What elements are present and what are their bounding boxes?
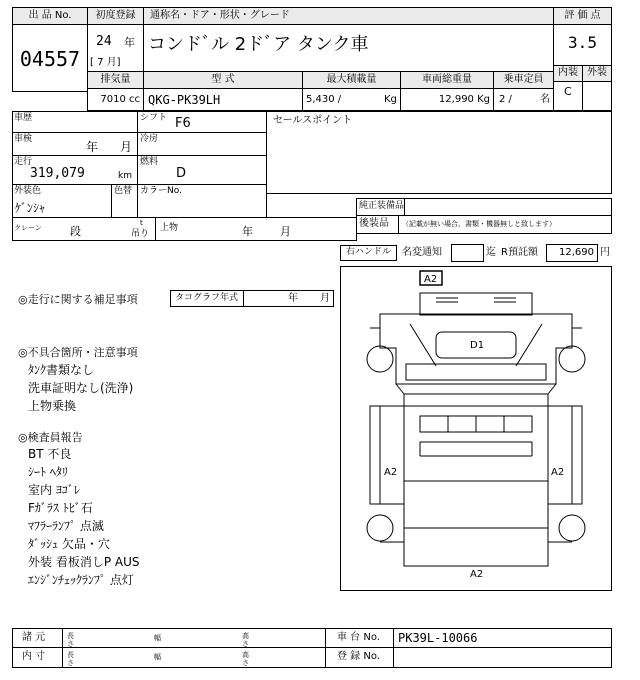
lot-number: 04557 (19, 47, 81, 71)
crane-ton: t (140, 219, 143, 227)
inspector-item: 室内 ﾖｺﾞﾚ (28, 483, 80, 497)
exterior-color-label: 外装色 (14, 186, 42, 196)
tank-body (380, 384, 572, 566)
mileage-value: 319,079 (30, 166, 85, 181)
interior-grade: C (564, 85, 572, 98)
tachograph-divider (243, 290, 244, 307)
r-deposit-unit: 円 (600, 247, 610, 258)
dimensions-label: 諸 元 (22, 632, 46, 643)
r-deposit-prefix: 迄 (486, 247, 496, 258)
footer-col-3 (393, 628, 394, 668)
inspector-item: ｼｰﾄ ﾍﾀﾘ (28, 465, 68, 479)
supplement-title: ◎走行に関する補足事項 (18, 293, 138, 306)
front-left-wheel (367, 346, 393, 372)
defect-item: 洗車証明なし(洗浄) (28, 381, 134, 395)
crane-label: クレーン (14, 224, 42, 232)
defect-item: ﾀﾝｸ書類なし (28, 363, 95, 377)
cooling-label: 冷房 (140, 134, 159, 144)
inspector-item: ﾏﾌﾗｰﾗﾝﾌﾟ 点滅 (28, 519, 104, 533)
gross-weight-label: 車両総重量 (422, 74, 472, 85)
inspector-item: Fｶﾞﾗｽ ﾄﾋﾞ石 (28, 501, 93, 515)
exterior-grade-cell (582, 81, 612, 111)
dim-length-label: 長さ (67, 632, 74, 648)
crane-hang: 吊り (131, 229, 150, 239)
inner-length-label: 長さ (67, 651, 74, 667)
tachograph-month: 月 (320, 293, 330, 304)
dim-height-label: 高さ (242, 632, 249, 648)
first-reg-month: [ 7 月] (90, 57, 121, 68)
capacity-unit: 名 (540, 94, 550, 105)
score-label: 評 価 点 (564, 10, 601, 21)
inspection-month-unit: 月 (120, 140, 133, 154)
damage-mark-front: A2 (424, 274, 438, 285)
aftermarket-divider (398, 215, 399, 234)
truck-diagram (340, 266, 612, 591)
crane-stage: 段 (70, 225, 81, 238)
inspection-year-unit: 年 (86, 140, 99, 154)
damage-mark-left: A2 (384, 467, 398, 478)
standard-equipment-label: 純正装備品 (359, 201, 405, 211)
inspector-title: ◎検査員報告 (18, 431, 83, 444)
displacement-label: 排気量 (100, 74, 131, 85)
history-label: 車歴 (14, 113, 33, 123)
model-label: 通称名・ドア・形状・グレード (150, 10, 290, 21)
gross-weight-value: 12,990 Kg (438, 94, 490, 105)
first-reg-year-unit: 年 (124, 36, 135, 49)
max-load-unit: Kg (384, 94, 397, 105)
lot-label: 出 品 No. (28, 10, 72, 21)
first-reg-year: 24 (96, 34, 112, 49)
footer-col-2 (325, 628, 326, 668)
chassis-label: 車 台 No. (337, 632, 380, 643)
inner-width-label: 幅 (154, 653, 161, 661)
tachograph-year: 年 (288, 293, 298, 304)
max-load-value: 5,430 / (306, 94, 342, 105)
footer-col-1 (62, 628, 63, 668)
displacement-value: 7010 cc (100, 94, 140, 105)
exterior-label: 外装 (587, 67, 607, 78)
vehicle-name: コンドﾞル 2ドﾞア タンク車 (148, 34, 369, 55)
sales-point-label: セールスポイント (273, 115, 353, 126)
inspector-item: BT 不良 (28, 447, 72, 461)
name-change-box (451, 244, 484, 262)
damage-mark-rear: A2 (470, 569, 484, 580)
first-reg-label: 初度登録 (95, 10, 136, 21)
type-label: 型 式 (211, 74, 235, 85)
damage-mark-windshield: D1 (470, 340, 485, 351)
color-change-label: 色替 (114, 186, 133, 196)
footer-table (12, 628, 612, 668)
name-change-label: 名変通知 (402, 247, 442, 258)
color-code-label: カラーNo. (140, 186, 182, 196)
aftermarket-note: （記載が無い場合、書類・機器無しと致します） (402, 220, 556, 228)
upper-year: 年 (242, 225, 253, 238)
inspector-item: 外装 看板消しP AUS (28, 555, 140, 569)
tachograph-label: タコグラフ年式 (175, 293, 239, 303)
fuel-value: D (176, 166, 187, 181)
shift-label: シフト (140, 113, 168, 123)
front-right-wheel (559, 346, 585, 372)
r-deposit-value: 12,690 (559, 247, 594, 258)
interior-label: 内装 (558, 67, 578, 78)
score-value: 3.5 (568, 33, 597, 52)
type-value: QKG-PK39LH (148, 93, 221, 107)
steering-value: 右ハンドル (345, 247, 391, 257)
upper-month: 月 (280, 225, 291, 238)
reg-label: 登 録 No. (337, 651, 380, 662)
fuel-label: 燃料 (140, 157, 159, 167)
aftermarket-label: 後装品 (359, 218, 389, 229)
dim-width-label: 幅 (154, 634, 161, 642)
mileage-unit: km (118, 171, 132, 181)
footer-row-divider (12, 647, 612, 648)
rear-left-wheel (367, 515, 393, 541)
max-load-label: 最大積載量 (326, 74, 377, 85)
defect-item: 上物乗換 (28, 399, 77, 413)
chassis-number: PK39L-10066 (398, 631, 478, 645)
mileage-label: 走行 (14, 157, 33, 167)
inspection-label: 車検 (14, 134, 33, 144)
upper-cell (155, 217, 357, 241)
upper-label: 上物 (160, 223, 179, 233)
damage-mark-right: A2 (551, 467, 565, 478)
standard-equipment-divider (404, 198, 405, 216)
rear-right-wheel (559, 515, 585, 541)
r-deposit-label: R預託額 (501, 247, 538, 258)
inner-height-label: 高さ (242, 651, 249, 667)
defects-title: ◎不具合箇所・注意事項 (18, 346, 138, 359)
inspector-item: ﾀﾞｯｼｭ 欠品・穴 (28, 537, 110, 551)
cab-roof (420, 293, 532, 315)
inspector-item: ｴﾝｼﾞﾝﾁｪｯｸﾗﾝﾌﾟ 点灯 (28, 573, 134, 587)
shift-value: F6 (175, 116, 191, 131)
capacity-value: 2 / (499, 94, 512, 105)
capacity-label: 乗車定員 (503, 74, 544, 85)
inner-label: 内 寸 (22, 651, 46, 662)
exterior-color-value: ｹﾞﾝｼｬ (15, 201, 46, 215)
